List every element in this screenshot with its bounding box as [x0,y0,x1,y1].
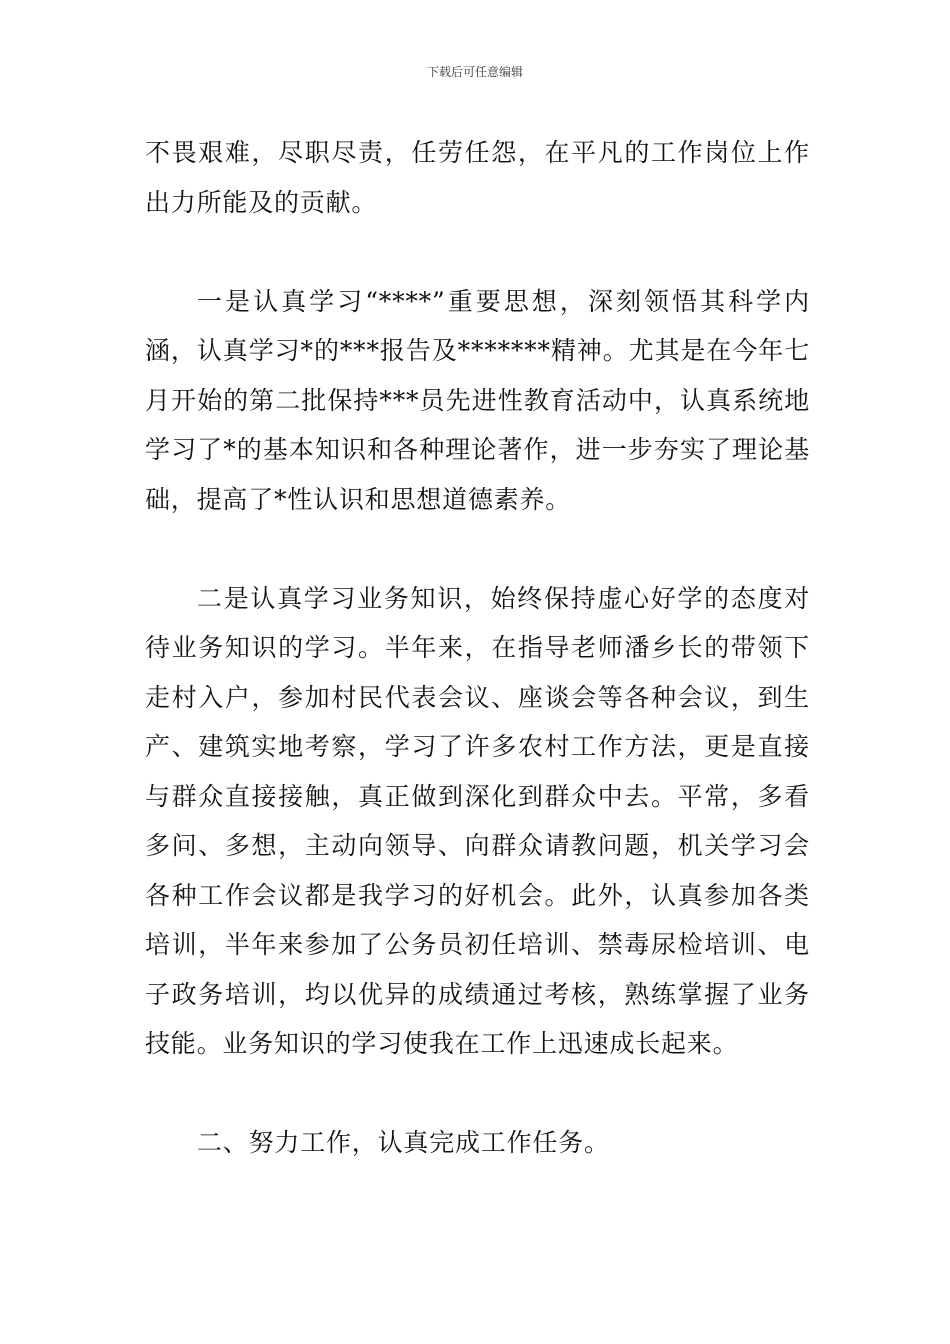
document-body [145,128,810,1168]
section-heading-work: 二、努力工作，认真完成工作任务。 [197,1128,610,1157]
paragraph-spacer [145,524,810,574]
paragraph-spacer [145,227,810,277]
page-header: 下载后可任意编辑 [426,65,523,79]
paragraph-business-study: 二是认真学习业务知识，始终保持虚心好学的态度对待业务知识的学习。半年来，在指导老师潘乡长的带领下走村入户，参加村民代表会议、座谈会等各种会议，到生产、建筑实地考察，学习了许多农村工作方法，更是直接与群众直接接触，真正做到深化到群众中去。平常，多看多问、多想，主动向领导、向群众请教问题，机关学习会各种工作会议都是我学习的好机会。此外，认真参加各类培训，半年来参加了公务员初任培训、禁毒尿检培训、电子政务培训，均以优异的成绩通过考核，熟练掌握了业务技能。业务知识的学习使我在工作上迅速成长起来。 [145,583,810,1058]
paragraph-spacer [145,1069,810,1119]
paragraph-continuation: 不畏艰难，尽职尽责，任劳任怨，在平凡的工作岗位上作出力所能及的贡献。 [145,138,810,217]
paragraph-theory-study: 一是认真学习“****”重要思想，深刻领悟其科学内涵，认真学习*的***报告及*******精神。尤其是在今年七月开始的第二批保持***员先进性教育活动中，认真系统地学习了*的基本知识和各种理论著作，进一步夯实了理论基础，提高了*性认识和思想道德素养。 [145,286,810,514]
